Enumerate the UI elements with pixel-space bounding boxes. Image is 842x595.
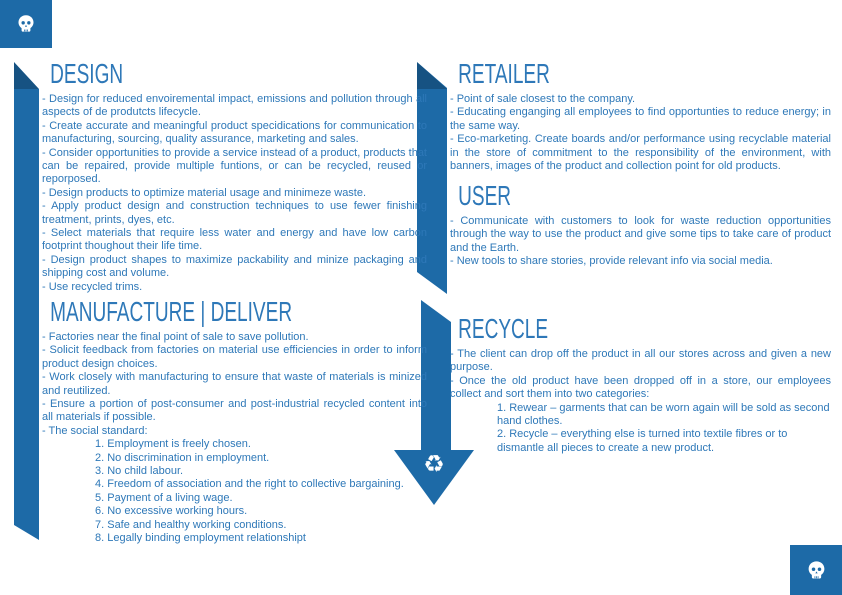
section-title-user: USER	[458, 180, 512, 211]
section-title-recycle: RECYCLE	[458, 313, 549, 344]
numbered-item: 4. Freedom of association and the right to collective bargaining.	[95, 478, 404, 491]
numbered-item: 7. Safe and healthy working conditions.	[95, 518, 287, 531]
section-manufacture-deliver	[42, 296, 427, 546]
section-retailer	[450, 58, 831, 173]
numbered-item: 1. Employment is freely chosen.	[95, 438, 251, 451]
numbered-item: 5. Payment of a living wage.	[95, 491, 233, 504]
section-title-design: DESIGN	[50, 58, 124, 89]
bullet: - Eco-marketing. Create boards and/or performance using recyclable material in the store of commitment to the responsibility of the environment, with banners, images of the product and collection point for old products.	[450, 133, 831, 173]
left-flow-ribbon	[14, 62, 39, 540]
bullet: - New tools to share stories, provide relevant info via social media.	[450, 255, 773, 268]
bullet: - Ensure a portion of post-consumer and post-industrial recycled content into all materials if possible.	[42, 398, 427, 424]
bullet: - The social standard:	[42, 424, 148, 437]
bullet: - The client can drop off the product in all our stores across and given a new purpose.	[450, 348, 831, 374]
ribbon-fold	[14, 62, 39, 89]
bullet: - Select materials that require less water and energy and have low carbon footprint thoughout their life time.	[42, 227, 427, 253]
bullet: - Communicate with customers to look for waste reduction opportunities through the way to use the product and give some tips to take care of product and the Earth.	[450, 215, 831, 254]
bullet: - Design product shapes to maximize packability and minize packaging and shipping cost and volume.	[42, 253, 427, 280]
numbered-item: 2. No discrimination in employment.	[95, 451, 270, 464]
numbered-item: 2. Recycle – everything else is turned into textile fibres or to dismantle all pieces to create a new product.	[497, 428, 788, 454]
numbered-item: 1. Rewear – garments that can be worn again will be sold as second hand clothes.	[497, 401, 830, 428]
bullet: - Work closely with manufacturing to ensure that waste of materials is minized and reutilized.	[42, 371, 427, 397]
recycle-bullet-list	[450, 348, 831, 455]
recycle-icon: ♻	[423, 451, 445, 478]
skull-icon	[16, 14, 36, 34]
numbered-item: 3. No child labour.	[95, 465, 184, 478]
manufacture-bullet-list	[42, 331, 427, 546]
bullet: - Once the old product have been dropped off in a store, our employees collect and sort them into two categories:	[450, 374, 831, 401]
bottom-right-corner-square	[790, 545, 842, 595]
bullet: - Design for reduced envoiremental impact, emissions and pollution through all aspects of de produtcts lifecycle.	[42, 93, 427, 119]
section-title-manufacture-deliver: MANUFACTURE | DELIVER	[50, 296, 293, 327]
numbered-item: 8. Legally binding employment relationshipt	[95, 532, 306, 545]
bullet: - Create accurate and meaningful product specidications for communication to manufacturing, sourcing, quality assurance, marketing and sales.	[42, 119, 427, 146]
section-user	[450, 180, 831, 269]
bullet: - Educating enganging all employees to find opportunties to reduce energy; in the same way.	[450, 106, 831, 132]
section-title-retailer: RETAILER	[458, 58, 550, 89]
bullet: - Solicit feedback from factories on material use efficiencies in order to inform product design choices.	[42, 344, 427, 370]
bullet: - Point of sale closest to the company.	[450, 93, 636, 105]
retailer-bullet-list	[450, 93, 831, 173]
section-recycle	[450, 313, 831, 455]
bullet: - Use recycled trims.	[42, 280, 143, 293]
bullet: - Apply product design and construction techniques to use fewer finishing treatment, prints, dyes, etc.	[42, 200, 427, 226]
bullet: - Factories near the final point of sale to save pollution.	[42, 331, 309, 343]
skull-icon	[806, 560, 827, 581]
bullet: - Consider opportunities to provide a service instead of a product, products that can be repaired, provide multiple funtions, or can be recycled, reused or reporposed.	[42, 146, 427, 186]
design-bullet-list	[42, 93, 427, 294]
user-bullet-list	[450, 215, 831, 269]
numbered-item: 6. No excessive working hours.	[95, 505, 248, 518]
section-design	[42, 58, 427, 294]
bullet: - Design products to optimize material usage and minimeze waste.	[42, 186, 367, 199]
top-left-corner-square	[0, 0, 52, 48]
